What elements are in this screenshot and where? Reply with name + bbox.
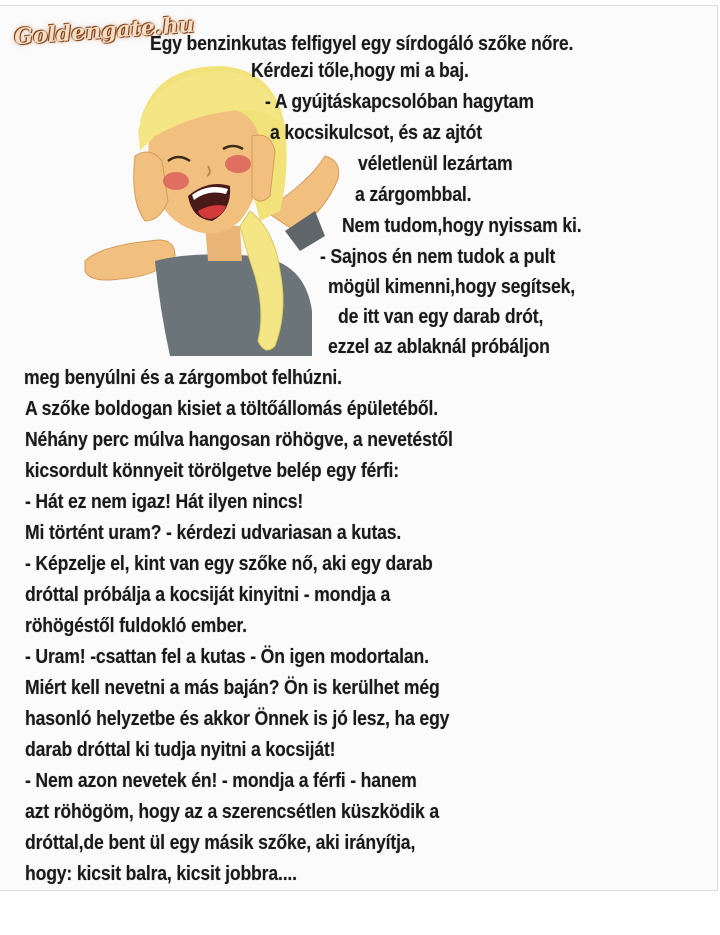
joke-line: Egy benzinkutas felfigyel egy sírdogáló szőke nőre. [150, 32, 574, 55]
joke-line: mögül kimenni,hogy segítsek, [328, 275, 575, 298]
joke-line: - A gyújtáskapcsolóban hagytam [265, 90, 534, 113]
joke-line: ezzel az ablaknál próbáljon [328, 335, 550, 358]
joke-line: meg benyúlni és a zárgombot felhúzni. [24, 366, 342, 389]
joke-line: dróttal próbálja a kocsiját kinyitni - mondja a [25, 583, 391, 606]
joke-line: röhögéstől fuldokló ember. [25, 614, 247, 637]
joke-line: - Sajnos én nem tudok a pult [320, 245, 556, 268]
joke-line: Nem tudom,hogy nyissam ki. [342, 214, 582, 237]
goldengate-watermark-logo [4, 8, 196, 70]
joke-line: Kérdezi tőle,hogy mi a baj. [251, 59, 469, 82]
joke-line: hasonló helyzetbe és akkor Önnek is jó lesz, ha egy [25, 707, 450, 730]
joke-line: hogy: kicsit balra, kicsit jobbra.... [25, 862, 297, 885]
joke-line: Mi történt uram? - kérdezi udvariasan a kutas. [25, 521, 402, 544]
joke-line: A szőke boldogan kisiet a töltőállomás épületéből. [25, 397, 438, 420]
joke-line: - Nem azon nevetek én! - mondja a férfi - hanem [25, 769, 417, 792]
joke-line: - Képzelje el, kint van egy szőke nő, aki egy darab [25, 552, 433, 575]
joke-line: kicsordult könnyeit törölgetve belép egy férfi: [25, 459, 399, 482]
joke-line: a zárgombbal. [355, 183, 472, 206]
watermark-text: Goldengate.hu [13, 11, 196, 51]
joke-line: - Uram! -csattan fel a kutas - Ön igen modortalan. [25, 645, 429, 668]
joke-line: a kocsikulcsot, és az ajtót [270, 121, 482, 144]
joke-line: véletlenül lezártam [358, 152, 513, 175]
joke-image-card [0, 5, 718, 891]
joke-line: dróttal,de bent ül egy másik szőke, aki irányítja, [25, 831, 416, 854]
joke-line: Néhány perc múlva hangosan röhögve, a nevetéstől [25, 428, 453, 451]
joke-line: - Hát ez nem igaz! Hát ilyen nincs! [25, 490, 304, 513]
joke-line: Miért kell nevetni a más baján? Ön is kerülhet még [25, 676, 440, 699]
joke-line: azt röhögöm, hogy az a szerencsétlen küszködik a [25, 800, 440, 823]
joke-line: darab dróttal ki tudja nyitni a kocsiját! [25, 738, 336, 761]
joke-line: de itt van egy darab drót, [338, 305, 544, 328]
